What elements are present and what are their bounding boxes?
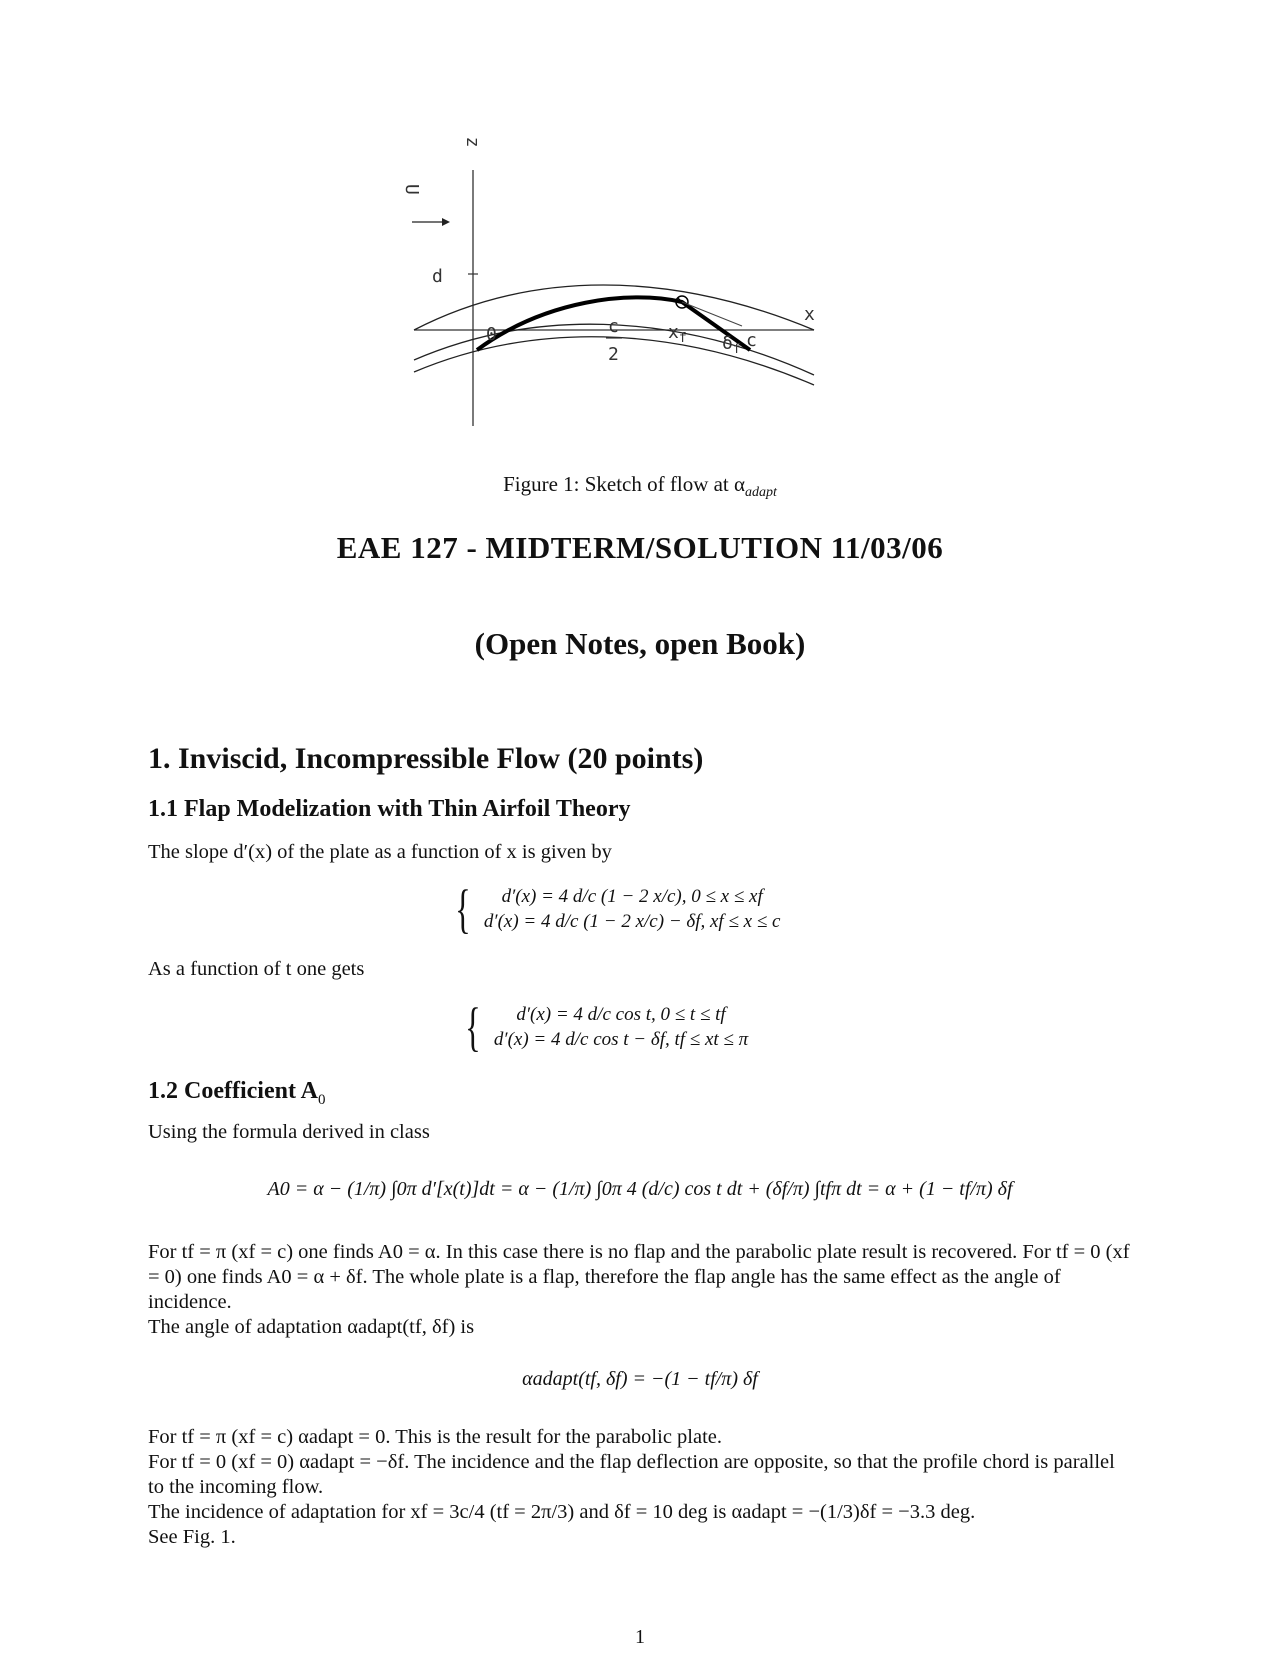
z-axis-label: z — [462, 136, 483, 148]
half-chord-numerator: c — [608, 316, 619, 337]
flap-angle-label: $\delta_f$ — [722, 333, 741, 357]
t-intro: As a function of t one gets — [148, 958, 365, 980]
slope-eq-t-row1: d′(x) = 4 d/c cos t, 0 ≤ t ≤ tf — [516, 1004, 726, 1025]
figure-caption: Figure 1: Sketch of flow at $\alpha_{adapt}$ — [503, 472, 777, 501]
subsection-heading-1: 1.1 Flap Modelization with Thin Airfoil Theory — [148, 796, 631, 822]
adaptation-intro: The angle of adaptation αadapt(tf, δf) is — [148, 1316, 475, 1338]
slope-eq-x-row1: d′(x) = 4 d/c (1 − 2 x/c), 0 ≤ x ≤ xf — [501, 886, 763, 907]
flap-hinge-label: $x_f$ — [668, 322, 687, 346]
formula-intro: Using the formula derived in class — [148, 1121, 430, 1143]
document-title: EAE 127 - MIDTERM/SOLUTION 11/03/06 — [336, 530, 944, 565]
a0-discussion: For tf = π (xf = c) one finds A0 = α. In this case there is no flap and the parabolic plate result is recovered. For tf = 0 (xf = 0) one finds A0 = α + δf. The whole plate is a flap, therefore the flap angle has the same effect as the angle of incidence. — [148, 1241, 1130, 1313]
page-number: 1 — [635, 1626, 645, 1648]
flow-sketch-figure — [400, 130, 860, 430]
subsection-heading-2: 1.2 Coefficient $A_0$ — [148, 1078, 326, 1108]
trailing-edge-label: c — [746, 330, 757, 351]
camber-label: d — [432, 266, 443, 287]
document-subtitle: (Open Notes, open Book) — [474, 626, 806, 661]
x-axis-label: x — [804, 304, 815, 325]
slope-eq-x-row2: d′(x) = 4 d/c (1 − 2 x/c) − δf, xf ≤ x ≤ c — [483, 911, 781, 932]
adaptation-case-parabolic: For tf = π (xf = c) αadapt = 0. This is the result for the parabolic plate. — [148, 1426, 723, 1448]
slope-intro: The slope d′(x) of the plate as a function of x is given by — [148, 841, 612, 863]
half-chord-denominator: 2 — [608, 344, 619, 365]
leading-edge-label: 0 — [486, 324, 497, 345]
adaptation-case-flap: For tf = 0 (xf = 0) αadapt = −δf. The incidence and the flap deflection are opposite, so that the profile chord is parallel to the incoming flow. — [148, 1451, 1115, 1498]
slope-equation-t: { d′(x) = 4 d/c cos t, 0 ≤ t ≤ tf d′(x) = 4 d/c cos t − δf, tf ≤ xt ≤ π — [465, 997, 749, 1057]
figure-reference: See Fig. 1. — [148, 1526, 236, 1548]
a0-equation: A0 = α − (1/π) ∫0π d′[x(t)]dt = α − (1/π) ∫0π 4 (d/c) cos t dt + (δf/π) ∫tfπ dt = α + (1 − tf/π) δf — [267, 1178, 1013, 1200]
adaptation-numeric: The incidence of adaptation for xf = 3c/4 (tf = 2π/3) and δf = 10 deg is αadapt = −(1/3)δf = −3.3 deg. — [148, 1501, 976, 1523]
velocity-arrowhead-icon — [442, 218, 450, 226]
slope-equation-x: { d′(x) = 4 d/c (1 − 2 x/c), 0 ≤ x ≤ xf d′(x) = 4 d/c (1 − 2 x/c) − δf, xf ≤ x ≤ c — [455, 879, 781, 939]
adaptation-equation: αadapt(tf, δf) = −(1 − tf/π) δf — [522, 1368, 758, 1390]
velocity-label: U — [401, 184, 422, 195]
section-heading: 1. Inviscid, Incompressible Flow (20 points) — [148, 742, 704, 775]
slope-eq-t-row2: d′(x) = 4 d/c cos t − δf, tf ≤ xt ≤ π — [493, 1029, 749, 1050]
